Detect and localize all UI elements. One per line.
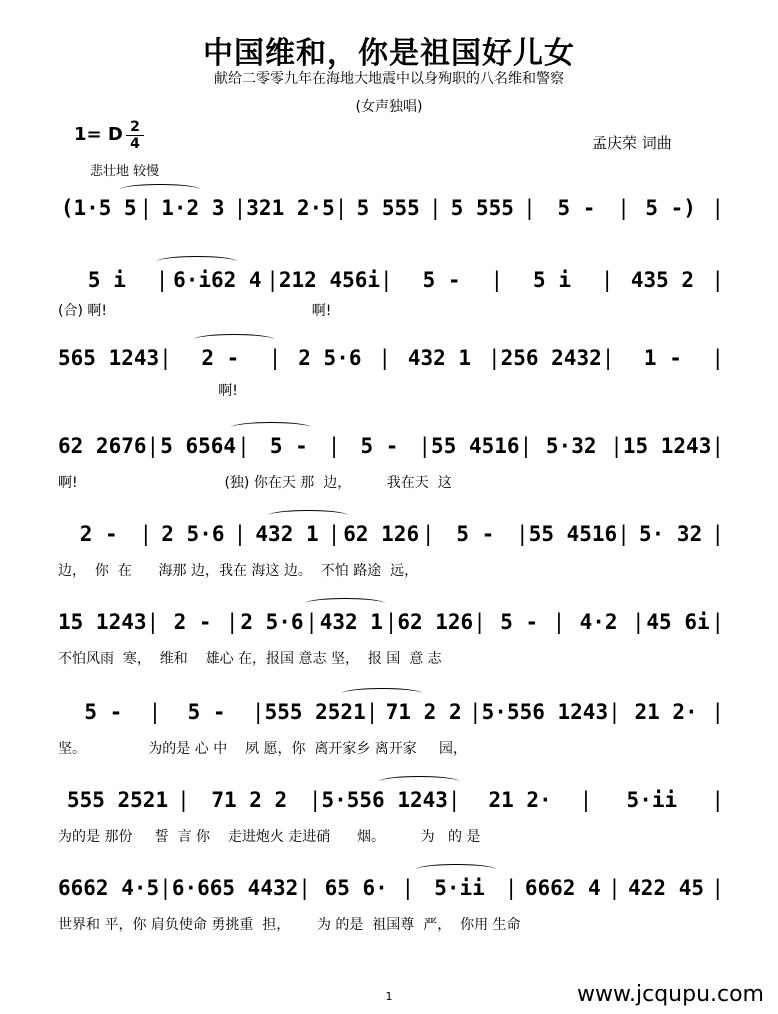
measure: 6662 4 [524,876,601,900]
barline: | [139,196,153,220]
barline: | [380,268,393,292]
measure: 6662 4·5 [58,876,160,900]
barline: | [600,268,614,292]
measure: 4·2 [579,610,618,634]
time-numerator: 2 [130,119,140,135]
measure: 21 2· [488,788,552,812]
barline: | [139,522,153,546]
lyrics-line: 啊! [58,383,238,399]
barline: | [490,268,504,292]
score-line [58,428,724,458]
measure: 432 1 [407,346,472,370]
measure: 5 - [500,610,539,634]
measure: 5 - [456,522,495,546]
lyrics-line: 世界和 平，你 肩负使命 勇挑重 担， 为 的是 祖国尊 严， 你用 生命 [58,917,521,933]
measure: 5 555 [450,196,514,220]
measure: 432 1 [319,610,383,634]
measure: 422 45 [628,876,704,900]
measure: 2 5·6 [240,610,304,634]
barline: | [516,522,529,546]
barline: | [617,196,630,220]
measure: 5· 32 [639,522,703,546]
measure: 432 1 [255,522,319,546]
dedication-subtitle: 献给二零零九年在海地大地震中以身殉职的八名维和警察 [214,71,564,87]
tempo-marking: 悲壮地 较慢 [90,164,160,179]
barline: | [418,434,432,458]
measure: 5 -) [645,196,696,220]
slur-mark [268,510,348,521]
score-line [58,516,724,546]
barline: | [327,522,341,546]
barline: | [519,434,533,458]
measure: 62 126 [343,522,420,546]
measure: 1 - [643,346,682,370]
barline: | [711,610,725,634]
measure: 5 - [84,700,123,724]
measure: 5 - [557,196,596,220]
measure: 71 2 2 [211,788,288,812]
barline: | [177,788,190,812]
measure: 5 - [422,268,461,292]
measure: 6·i62 4 [173,268,262,292]
measure: 2 - [201,346,240,370]
barline: | [266,268,279,292]
barline: | [233,196,247,220]
measure: 5·556 1243 [481,700,609,724]
measure: 5 6564 [160,434,237,458]
measure: 555 2521 [66,788,169,812]
page-number: 1 [385,990,393,1003]
measure: 212 456i [278,268,381,292]
measure: 5 i [533,268,571,292]
measure: 5 i [87,268,126,292]
measure: 45 6i [646,610,710,634]
barline: | [365,700,379,724]
lyrics-line: 坚。 为的是 心 中 夙 愿，你 离开家乡 离开家 园， [58,741,468,757]
barline: | [251,700,265,724]
slur-mark [305,598,385,609]
time-signature [126,120,144,151]
barline: | [711,700,725,724]
barline: | [428,196,442,220]
slur-mark [194,334,274,345]
lyrics-line: 为的是 那份 誓 言 你 走进炮火 走进硝 烟。 为 的 是 [58,829,481,845]
score-line [58,340,724,370]
measure: 2 - [173,610,212,634]
barline: | [148,700,162,724]
barline: | [711,788,725,812]
lyrics-line: (合) 啊! 啊! [58,303,332,319]
barline: | [146,434,160,458]
barline: | [473,610,486,634]
barline: | [601,346,615,370]
slur-mark [120,184,200,195]
barline: | [159,346,172,370]
barline: | [711,876,725,900]
barline: | [631,610,645,634]
barline: | [617,522,630,546]
measure: 2 - [79,522,118,546]
barline: | [711,522,725,546]
barline: | [146,610,160,634]
measure: 65 6· [324,876,388,900]
measure: 5·ii [434,876,485,900]
barline: | [608,876,621,900]
barline: | [487,346,501,370]
measure: 15 1243 [58,610,147,634]
barline: | [579,788,593,812]
barline: | [268,346,282,370]
barline: | [523,196,536,220]
barline: | [378,346,391,370]
slur-mark [379,776,459,787]
lyrics-line: 不怕风雨 寒， 维和 雄心 在，报国 意志 坚， 报 国 意 志 [58,651,442,667]
measure: 5·ii [626,788,678,812]
barline: | [608,700,621,724]
barline: | [610,434,623,458]
score-line [58,604,724,634]
barline: | [155,268,169,292]
measure: 71 2 2 [385,700,462,724]
barline: | [233,522,247,546]
measure: 2 5·6 [161,522,225,546]
slur-mark [157,256,237,267]
barline: | [401,876,415,900]
barline: | [552,610,566,634]
measure: 5 - [269,434,308,458]
barline: | [711,346,724,370]
barline: | [159,876,172,900]
measure: 5 - [360,434,399,458]
measure: 5 555 [356,196,420,220]
barline: | [421,522,435,546]
barline: | [308,788,322,812]
performer-note: (女声独唱) [355,99,423,115]
measure: 256 2432 [500,346,602,370]
barline: | [711,268,724,292]
lyrics-line: 边， 你 在 海那 边，我在 海这 边。 不怕 路途 远， [58,563,419,579]
measure: 2 5·6 [298,346,362,370]
barline: | [225,610,239,634]
measure: 15 1243 [622,434,712,458]
measure: 62 126 [397,610,474,634]
key-signature: 1= D [74,124,123,145]
barline: | [334,196,348,220]
barline: | [469,700,482,724]
measure: 55 4516 [431,434,520,458]
measure: 6·665 4432 [171,876,299,900]
barline: | [237,434,250,458]
barline: | [447,788,461,812]
website-watermark: www.jcqupu.com [577,982,764,1007]
measure: 5·32 [545,434,597,458]
measure: 5·556 1243 [321,788,448,812]
measure: 565 1243 [58,346,160,370]
barline: | [711,434,725,458]
lyrics-line: 啊! (独) 你在天 那 边， 我在天 这 [58,475,452,491]
song-title: 中国维和，你是祖国好儿女 [203,36,575,71]
score-line [58,870,724,900]
measure: 435 2 [630,268,695,292]
barline: | [327,434,341,458]
measure: 321 2·5 [246,196,335,220]
barline: | [504,876,518,900]
barline: | [711,196,725,220]
measure: (1·5 5 [60,196,137,220]
time-denominator: 4 [130,136,140,152]
slur-mark [342,688,422,699]
measure: 5 - [187,700,226,724]
composer-credit: 孟庆荣 词曲 [592,134,672,152]
measure: 555 2521 [264,700,366,724]
slur-mark [231,422,311,433]
barline: | [298,876,311,900]
measure: 62 2676 [58,434,147,458]
measure: 21 2· [634,700,698,724]
barline: | [305,610,318,634]
measure: 1·2 3 [161,196,225,220]
slur-mark [416,864,496,875]
barline: | [384,610,398,634]
measure: 55 4516 [528,522,618,546]
